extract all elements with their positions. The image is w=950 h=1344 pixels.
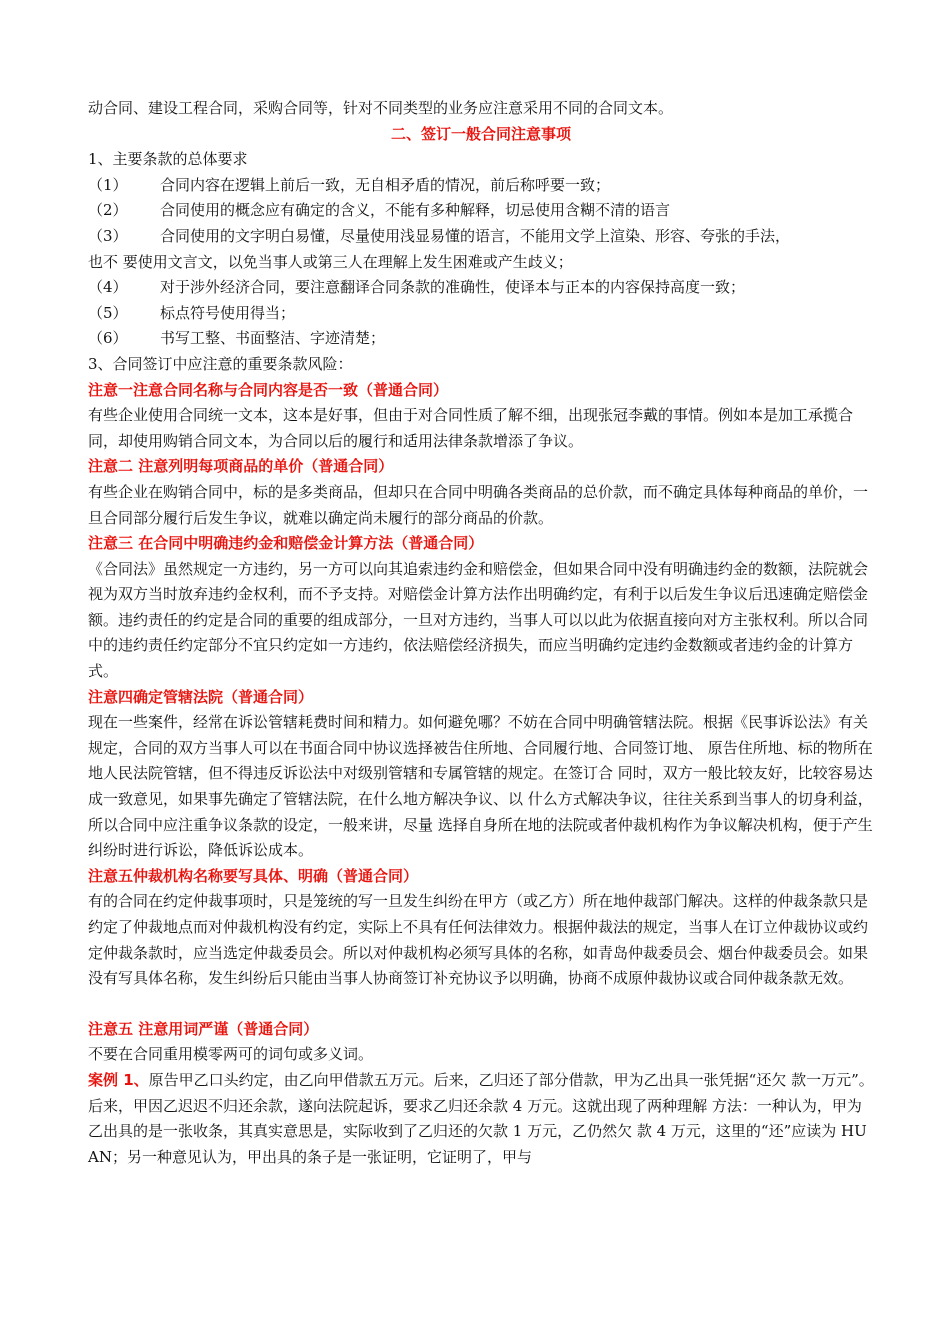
case-body: 原告甲乙口头约定，由乙向甲借款五万元。后来，乙归还了部分借款，甲为乙出具一张凭据“还欠 款一万元”。后来，甲因乙迟迟不归还余款，遂向法院起诉，要求乙归还余款 4 万元。这就出现了两种理解 方法：一种认为，甲为乙出具的是一张收条，其真实意思是，实际收到了乙归还的欠款 1 万元，乙仍然欠 款 4 万元，这里的“还”应读为 HUAN；另一种意见认为，甲出具的条子是一张证明，它证明了，甲与: [88, 1070, 874, 1166]
list-item: [88, 326, 874, 352]
section-title: 二、签订一般合同注意事项: [390, 124, 571, 143]
blank-line: [88, 992, 874, 1017]
note-body: 有些企业使用合同统一文本，这本是好事，但由于对合同性质了解不细，出现张冠李戴的事情。例如本是加工承揽合同，却使用购销合同文本，为合同以后的履行和适用法律条款增添了争议。: [88, 406, 854, 450]
note-heading: 注意五 注意用词严谨（普通合同）: [88, 1019, 319, 1038]
list-item: [88, 301, 874, 327]
item-text: 标点符号使用得当；: [160, 303, 296, 322]
note-heading: 注意四确定管辖法院（普通合同）: [88, 687, 314, 706]
item-number: （3）: [88, 226, 128, 245]
note-heading: 注意五仲裁机构名称要写具体、明确（普通合同）: [88, 866, 419, 885]
item-number: （6）: [88, 329, 128, 348]
subsection-title-1: 1、主要条款的总体要求: [88, 150, 248, 169]
note-heading: 注意一注意合同名称与合同内容是否一致（普通合同）: [88, 380, 449, 399]
item-continuation: 也不 要使用文言文，以免当事人或第三人在理解上发生困难或产生歧义；: [88, 252, 573, 271]
list-item: [88, 173, 874, 199]
note-heading: 注意二 注意列明每项商品的单价（普通合同）: [88, 457, 394, 476]
item-number: （4）: [88, 278, 128, 297]
item-text: 对于涉外经济合同，要注意翻译合同条款的准确性，使译本与正本的内容保持高度一致；: [160, 278, 746, 297]
note-body: 有的合同在约定仲裁事项时，只是笼统的写一旦发生纠纷在甲方（或乙方）所在地仲裁部门解决。这样的仲裁条款只是约定了仲裁地点而对仲裁机构没有约定，实际上不具有任何法律效力。根据仲裁法的规定，当事人在订立仲裁协议或约定仲裁条款时，应当选定仲裁委员会。所以对仲裁机构必须写具体的名称，如青岛仲裁委员会、烟台仲裁委员会。如果没有写具体名称，发生纠纷后只能由当事人协商签订补充协议予以明确，协商不成原仲裁协议或合同仲裁条款无效。: [88, 892, 869, 988]
item-text: 合同使用的文字明白易懂，尽量使用浅显易懂的语言，不能用文学上渲染、形容、夸张的手法，: [160, 226, 791, 245]
intro-line: 动合同、建设工程合同，采购合同等，针对不同类型的业务应注意采用不同的合同文本。: [88, 99, 674, 117]
case-label: 案例 1、: [88, 1070, 149, 1089]
list-item: [88, 198, 874, 224]
item-text: 书写工整、书面整洁、字迹清楚；: [160, 329, 386, 348]
requirements-list: [88, 173, 874, 352]
subsection-title-3: 3、合同签订中应注意的重要条款风险：: [88, 354, 353, 373]
list-item: [88, 275, 874, 301]
item-number: （1）: [88, 175, 128, 194]
note-body: 《合同法》虽然规定一方违约，另一方可以向其追索违约金和赔偿金，但如果合同中没有明确违约金的数额，法院就会视为双方当时放弃违约金权利，而不予支持。对赔偿金计算方法作出明确约定，有利于以后发生争议后迅速确定赔偿金额。违约责任的约定是合同的重要的组成部分，一旦对方违约，当事人可以以此为依据直接向对方主张权利。所以合同中的违约责任约定部分不宜只约定如一方违约，依法赔偿经济损失，而应当明确约定违约金数额或者违约金的计算方式。: [88, 559, 869, 681]
list-item: [88, 224, 874, 250]
item-number: （2）: [88, 201, 128, 220]
item-text: 合同内容在逻辑上前后一致，无自相矛盾的情况，前后称呼要一致；: [160, 175, 611, 194]
note-body: 现在一些案件，经常在诉讼管辖耗费时间和精力。如何避免哪？不妨在合同中明确管辖法院。根据《民事诉讼法》有关规定，合同的双方当事人可以在书面合同中协议选择被告住所地、合同履行地、合同签订地、 原告住所地、标的物所在地人民法院管辖，但不得违反诉讼法中对级别管辖和专属管辖的规定。在签订合 同时，双方一般比较友好，比较容易达成一致意见，如果事先确定了管辖法院，在什么地方解决争议、以 什么方式解决争议，往往关系到当事人的切身利益，所以合同中应注重争议条款的设定，一般来讲，尽量 选择自身所在地的法院或者仲裁机构作为争议解决机构，便于产生纠纷时进行诉讼，降低诉讼成本。: [88, 713, 873, 860]
case-paragraph: [88, 1068, 874, 1170]
note-body: 不要在合同重用模零两可的词句或多义词。: [88, 1045, 374, 1064]
note-heading: 注意三 在合同中明确违约金和赔偿金计算方法（普通合同）: [88, 534, 484, 553]
item-text: 合同使用的概念应有确定的含义，不能有多种解释，切忌使用含糊不清的语言: [160, 201, 671, 220]
note-body: 有些企业在购销合同中，标的是多类商品，但却只在合同中明确各类商品的总价款，而不确定具体每种商品的单价，一旦合同部分履行后发生争议，就难以确定尚未履行的部分商品的价款。: [88, 482, 869, 527]
item-number: （5）: [88, 303, 128, 322]
